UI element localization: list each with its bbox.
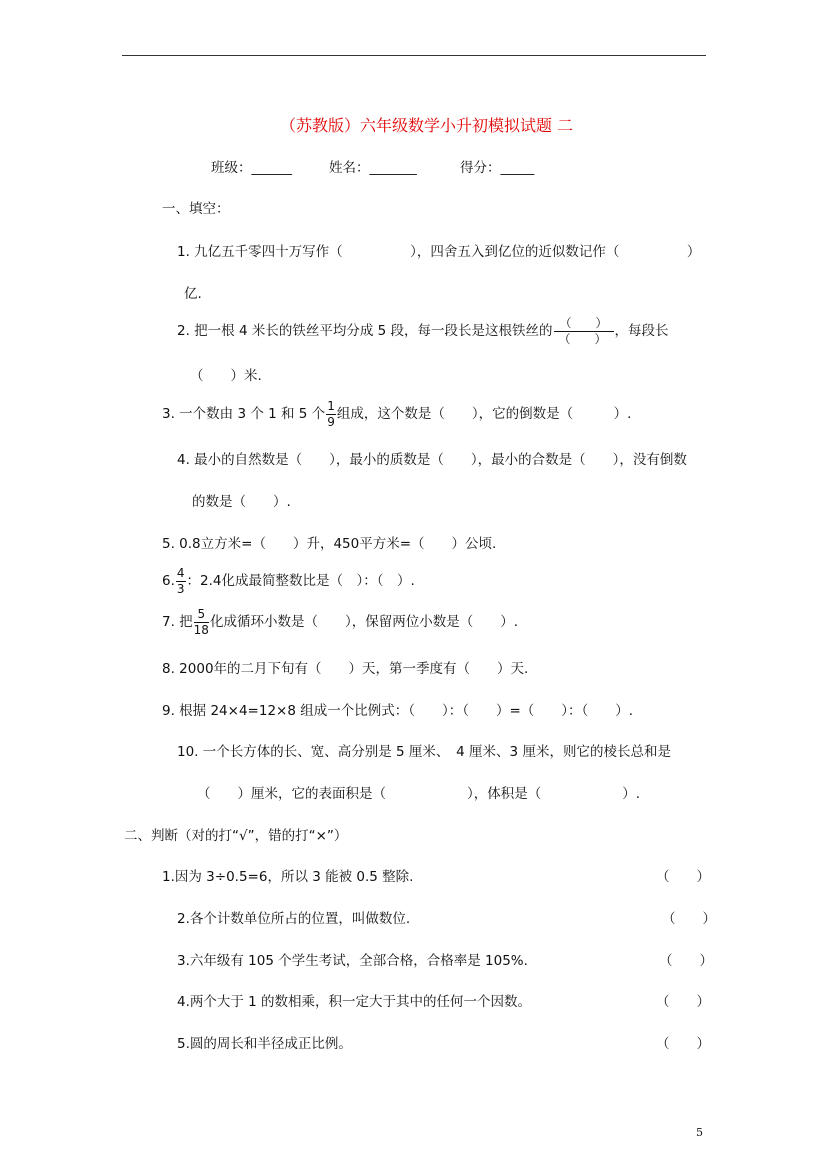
fraction-numerator: （ ） xyxy=(554,317,614,332)
fraction xyxy=(194,608,209,636)
question-4-line2: 的数是（ ）. xyxy=(192,494,291,510)
answer-parentheses: （ ） xyxy=(659,953,713,969)
question-6-number: 6. xyxy=(162,573,175,590)
question-8: 8. 2000年的二月下旬有（ ）天，第一季度有（ ）天. xyxy=(162,661,529,677)
question-3 xyxy=(162,400,631,428)
question-10-line2: （ ）厘米，它的表面积是（ ），体积是（ ）. xyxy=(197,786,641,802)
question-4-line1: 4. 最小的自然数是（ ），最小的质数是（ ），最小的合数是（ ），没有倒数 xyxy=(177,452,687,468)
question-7 xyxy=(162,608,518,636)
question-10-line1: 10. 一个长方体的长、宽、高分别是 5 厘米、 4 厘米、3 厘米，则它的棱长总和是 xyxy=(177,744,671,760)
judge-item-4: 4.两个大于 1 的数相乘，积一定大于其中的任何一个因数。 xyxy=(177,994,532,1010)
page-number: 5 xyxy=(696,1126,703,1139)
fraction xyxy=(176,567,186,595)
header-rule xyxy=(122,55,706,56)
question-2-text-after: ，每段长 xyxy=(614,323,669,340)
answer-parentheses: （ ） xyxy=(656,869,710,885)
fraction-denominator: （ ） xyxy=(558,331,607,346)
question-5: 5. 0.8立方米=（ ）升，450平方米=（ ）公顷. xyxy=(162,536,497,552)
page-title: （苏教版）六年级数学小升初模拟试题 二 xyxy=(280,116,574,135)
answer-parentheses: （ ） xyxy=(656,1036,710,1052)
judge-item-1: 1.因为 3÷0.5=6，所以 3 能被 0.5 整除. xyxy=(162,869,414,885)
question-3-text-after: 组成，这个数是（ ），它的倒数是（ ）. xyxy=(336,406,632,423)
fraction-denominator: 9 xyxy=(327,414,335,429)
answer-parentheses: （ ） xyxy=(656,994,710,1010)
question-6-text: ：2.4化成最简整数比是（ ）：（ ）. xyxy=(186,573,415,590)
question-2-line1 xyxy=(177,317,669,345)
judge-item-3: 3.六年级有 105 个学生考试，全部合格，合格率是 105%. xyxy=(177,953,528,969)
class-field: 班级：______ xyxy=(211,160,292,176)
question-7-text: 7. 把 xyxy=(162,614,193,631)
fraction-denominator: 3 xyxy=(176,581,185,596)
question-6 xyxy=(162,567,415,595)
fraction-numerator: 1 xyxy=(327,399,335,413)
judge-item-2: 2.各个计数单位所占的位置，叫做数位. xyxy=(177,911,411,927)
fraction xyxy=(554,317,614,345)
question-1-line1: 1. 九亿五千零四十万写作（ ），四舍五入到亿位的近似数记作（ ） xyxy=(177,244,701,260)
answer-parentheses: （ ） xyxy=(662,911,716,927)
score-field: 得分：_____ xyxy=(460,160,535,176)
fraction-numerator: 4 xyxy=(176,566,185,580)
section1-heading: 一、填空： xyxy=(162,201,230,217)
name-field: 姓名：_______ xyxy=(329,160,417,176)
fraction-numerator: 5 xyxy=(194,608,209,623)
question-1-line2: 亿. xyxy=(184,286,202,302)
question-2-text: 2. 把一根 4 米长的铁丝平均分成 5 段，每一段长是这根铁丝的 xyxy=(177,323,553,340)
fraction xyxy=(326,400,336,428)
question-7-text-after: 化成循环小数是（ ），保留两位小数是（ ）. xyxy=(209,614,518,631)
question-9: 9. 根据 24×4=12×8 组成一个比例式：（ ）：（ ）=（ ）：（ ）. xyxy=(162,703,634,719)
judge-item-5: 5.圆的周长和半径成正比例。 xyxy=(177,1036,352,1052)
question-2-line2: （ ）米. xyxy=(190,368,262,384)
fraction-denominator: 18 xyxy=(193,622,209,637)
question-3-text: 3. 一个数由 3 个 1 和 5 个 xyxy=(162,406,326,423)
section2-heading: 二、判断（对的打“√”，错的打“×”） xyxy=(124,828,348,844)
